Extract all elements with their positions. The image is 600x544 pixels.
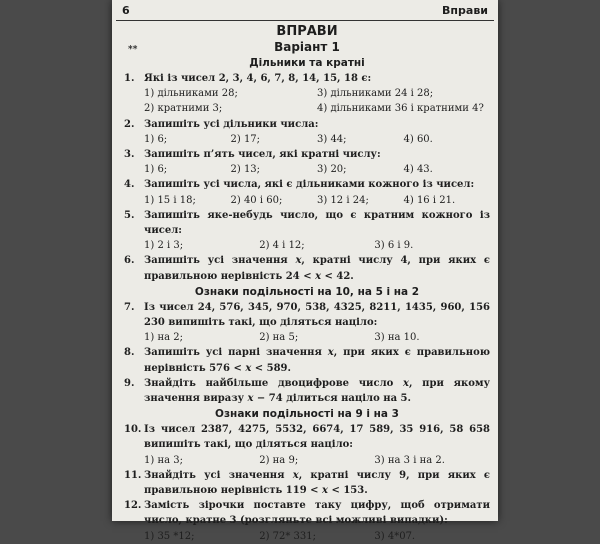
exercise-5: [124, 208, 490, 254]
variable: x: [295, 255, 302, 267]
option: 2) 72* 331;: [259, 530, 317, 542]
exercise-question: Із чисел 24, 576, 345, 970, 538, 4325, 8211, 1435, 960, 156 230 випишіть такі, що діляться націло:: [144, 301, 490, 329]
option: 4) 16 і 21.: [403, 194, 456, 206]
exercise-question: Запишіть яке-небудь число, що є кратним кожного із чисел:: [144, 209, 490, 237]
exercise-12: [124, 498, 490, 544]
option: 3) 4*07.: [374, 530, 416, 542]
exercise-question: Знайдіть усі значення x, кратні числу 9, при яких є правильною нерівність 119 < x < 153.: [144, 469, 491, 497]
exercise-number: 11.: [124, 469, 142, 481]
exercise-7: [124, 300, 490, 346]
option: 2) на 5;: [259, 332, 299, 344]
exercise-2: [124, 117, 490, 147]
option: 2) 13;: [230, 164, 261, 176]
exercise-number: 10.: [124, 424, 142, 436]
option: 1) 2 і 3;: [144, 240, 184, 252]
variable: x: [247, 393, 254, 405]
exercise-question: Запишіть п’ять чисел, які кратні числу:: [144, 149, 381, 161]
exercise-4: [124, 177, 490, 207]
option: 3) 20;: [317, 164, 347, 176]
option: 3) на 10.: [374, 332, 420, 344]
exercise-question: Запишіть усі парні значення x, при яких є правильною нерівність 576 < x < 589.: [144, 347, 490, 374]
exercise-question: Замість зірочки поставте таку цифру, щоб отримати число, кратне 3 (розгляньте всі можливі випадки):: [144, 500, 490, 527]
exercises-content: [124, 24, 490, 544]
option: 3) 44;: [317, 133, 347, 145]
book-page: [112, 0, 498, 542]
exercise-number: 2.: [124, 118, 135, 130]
exercise-number: 6.: [124, 255, 135, 267]
exercise-number: 9.: [124, 377, 135, 389]
exercise-question: Запишіть усі дільники числа:: [144, 118, 319, 130]
option: 1) 6;: [144, 133, 168, 145]
option: 1) 15 і 18;: [144, 194, 196, 206]
option: 2) 17;: [230, 133, 261, 145]
option: 3) 6 і 9.: [374, 240, 414, 252]
exercise-9: [124, 376, 490, 406]
variant-heading: Варіант 1: [274, 40, 340, 54]
exercise-number: 4.: [124, 179, 135, 191]
exercise-question: Запишіть усі значення x, кратні числу 4, при яких є правильною нерівність 24 < x < 42.: [144, 255, 490, 282]
topic-heading: Ознаки подільності на 9 і на 3: [215, 408, 399, 421]
exercise-number: 8.: [124, 347, 135, 359]
page-title: ВПРАВИ: [276, 24, 338, 39]
option: 1) на 3;: [144, 454, 183, 466]
option: 2) 40 і 60;: [230, 194, 283, 206]
section-title: Вправи: [442, 4, 488, 17]
option: 3) 12 і 24;: [317, 194, 369, 206]
exercise-number: 3.: [124, 149, 135, 161]
variable: x: [403, 377, 409, 389]
page-header: [116, 4, 494, 21]
exercise-number: 5.: [124, 209, 135, 221]
option: 4) 43.: [403, 164, 433, 176]
variable: x: [315, 270, 322, 282]
variable: x: [245, 362, 252, 374]
page-number: 6: [122, 4, 130, 17]
option: 1) 35 *12;: [144, 530, 195, 542]
option: 3) на 3 і на 2.: [374, 454, 445, 466]
exercise-number: 12.: [124, 500, 142, 512]
exercise-question: Знайдіть найбільше двоцифрове число x, при якому значення виразу x − 74 ділиться націло на 5.: [144, 377, 490, 405]
exercise-6: [124, 253, 490, 283]
option: 4) 60.: [403, 133, 433, 145]
exercise-3: [124, 147, 490, 177]
option: 4) дільниками 36 і кратними 4?: [317, 103, 484, 115]
exercise-11: [124, 468, 490, 498]
exercise-10: [124, 422, 490, 468]
topic-heading: Дільники та кратні: [249, 57, 365, 69]
variable: x: [322, 485, 328, 497]
option: 1) на 2;: [144, 332, 183, 344]
exercise-1: [124, 71, 490, 117]
topic-heading: Ознаки подільності на 10, на 5 і на 2: [194, 285, 420, 298]
exercise-question: Які із чисел 2, 3, 4, 6, 7, 8, 14, 15, 18 є:: [144, 73, 372, 84]
option: 1) 6;: [144, 164, 168, 176]
exercise-8: [124, 345, 490, 375]
option: 3) дільниками 24 і 28;: [317, 88, 434, 100]
option: 2) 4 і 12;: [259, 240, 305, 252]
option: 1) дільниками 28;: [144, 88, 238, 100]
exercise-number: 1.: [124, 73, 135, 84]
variable: x: [327, 347, 334, 359]
exercise-question: Із чисел 2387, 4275, 5532, 6674, 17 589, 35 916, 58 658 випишіть такі, що діляться націло:: [144, 424, 490, 451]
option: 2) на 9;: [259, 454, 299, 466]
variable: x: [292, 469, 299, 481]
marker: **: [128, 45, 138, 55]
option: 2) кратними 3;: [144, 103, 223, 115]
exercise-question: Запишіть усі числа, які є дільниками кожного із чисел:: [144, 179, 475, 191]
exercise-number: 7.: [124, 301, 135, 313]
